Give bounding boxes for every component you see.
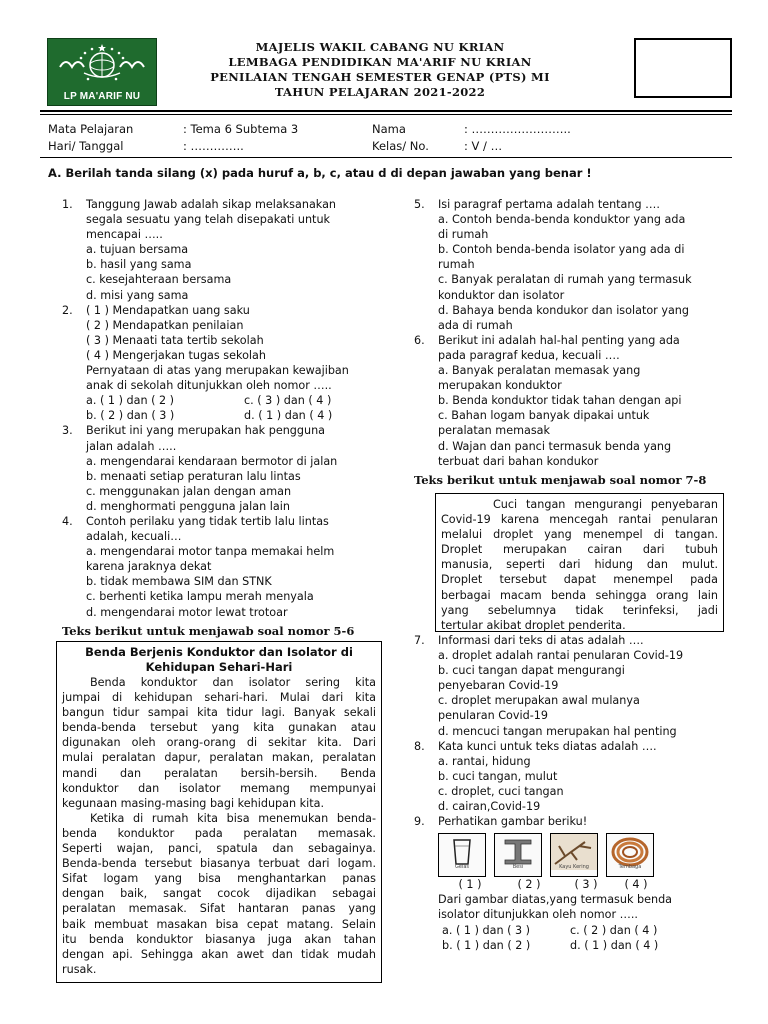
paragraph-line: berbagai macam benda sehingga orang lain <box>441 588 718 602</box>
question-text: adalah, kecuali… <box>86 530 182 544</box>
paragraph-line: bangun tidur sampai kita tidur lagi. Banyak sekali <box>62 706 376 720</box>
paragraph-line: Benda konduktor dan isolator sering kita <box>90 676 376 689</box>
option-b[interactable]: b. tidak membawa SIM dan STNK <box>86 575 272 589</box>
question-text: Informasi dari teks di atas adalah …. <box>438 634 644 647</box>
option-a[interactable]: a. Contoh benda-benda konduktor yang ada <box>438 213 686 227</box>
option-c[interactable]: c. droplet, cuci tangan <box>438 784 564 798</box>
text-heading-5-6: Teks berikut untuk menjawab soal nomor 5-6 <box>62 624 355 638</box>
right-column-lower <box>414 633 734 953</box>
question-text: Berikut ini yang merupakan hak pengguna <box>86 424 326 438</box>
picture-label: ( 1 ) <box>458 878 482 892</box>
picture-labels <box>414 877 734 892</box>
reading-box-covid <box>435 493 724 632</box>
question-number: 1. <box>62 198 73 211</box>
paragraph-line: benda konduktor pada peralatan memasak. <box>62 826 376 840</box>
option-c-cont: peralatan memasak <box>438 424 550 438</box>
header-divider <box>40 110 732 112</box>
option-c[interactable]: c. Bahan logam banyak dipakai untuk <box>438 409 650 423</box>
paragraph-line: Sifat logam yang bisa menghantarkan panas <box>62 872 376 886</box>
class-label: Kelas/ No. <box>372 139 429 153</box>
header-line-4: TAHUN PELAJARAN 2021-2022 <box>274 85 486 99</box>
option-d[interactable]: d. Wajan dan panci termasuk benda yang <box>438 439 672 453</box>
question-6 <box>414 333 734 469</box>
question-text: segala sesuatu yang telah disepakati untuk <box>86 213 331 227</box>
paragraph-line: Droplet tersebut dapat menempel pada <box>441 573 718 587</box>
question-number: 2. <box>62 303 73 317</box>
question-text: Isi paragraf pertama adalah tentang …. <box>438 198 660 211</box>
paragraph-line: melalui droplet yang menempel di tangan. <box>441 528 718 542</box>
question-5 <box>414 197 734 333</box>
picture-label: ( 4 ) <box>624 878 648 892</box>
logo-label: LP MA'ARIF NU <box>63 91 141 102</box>
paragraph-line: baik membuat masakan bisa cepat matang. Selain <box>62 917 376 931</box>
option-b[interactable]: b. Benda konduktor tidak tahan dengan api <box>438 394 682 408</box>
question-text: Contoh perilaku yang tidak tertib lalu lintas <box>86 514 329 528</box>
option-b[interactable]: b. hasil yang sama <box>86 258 192 272</box>
header-line-1: MAJELIS WAKIL CABANG NU KRIAN <box>255 40 505 54</box>
reading-box-konduktor <box>56 641 382 983</box>
question-9 <box>414 814 734 953</box>
option-c[interactable]: c. ( 2 ) dan ( 4 ) <box>570 923 658 937</box>
option-c[interactable]: c. Banyak peralatan di rumah yang termasuk <box>438 273 692 287</box>
option-a[interactable]: a. mengendarai kendaraan bermotor di jalan <box>86 454 338 468</box>
option-a[interactable]: a. rantai, hidung <box>438 754 531 768</box>
question-text: Perhatikan gambar beriku! <box>438 815 588 829</box>
paragraph-line: benda-benda tersebut yang kita gunakan atau <box>62 721 376 735</box>
option-d[interactable]: d. Bahaya benda kondukor dan isolator yang <box>438 303 690 317</box>
paragraph-line: digunakan oleh orang-orang di sekitar kita. Dari <box>62 736 376 750</box>
question-text: Tanggung Jawab adalah sikap melaksanakan <box>86 198 337 211</box>
text-heading-7-8: Teks berikut untuk menjawab soal nomor 7-8 <box>414 473 707 487</box>
option-a[interactable]: a. ( 1 ) dan ( 3 ) <box>442 923 531 937</box>
option-a[interactable]: a. tujuan bersama <box>86 243 189 257</box>
option-a[interactable]: a. ( 1 ) dan ( 2 ) <box>86 394 175 408</box>
subject-value: : Tema 6 Subtema 3 <box>183 122 299 136</box>
option-a-cont: karena jaraknya dekat <box>86 560 212 574</box>
option-d-cont: terbuat dari bahan kondukor <box>438 454 599 468</box>
question-text: mencapai ….. <box>86 228 163 242</box>
option-c[interactable]: c. berhenti ketika lampu merah menyala <box>86 590 314 604</box>
paragraph-line: Benda-benda tersebut biasanya terbuat dari logam. <box>62 857 376 871</box>
info-divider <box>40 157 732 158</box>
paragraph-line: jumpai di kehidupan sehari-hari. Mulai dari kita <box>62 691 376 705</box>
subject-label: Mata Pelajaran <box>48 122 134 136</box>
statement-1: ( 1 ) Mendapatkan uang saku <box>86 303 250 317</box>
option-b[interactable]: b. Contoh benda-benda isolator yang ada di <box>438 243 685 257</box>
class-value[interactable]: : V / … <box>464 139 503 153</box>
question-text: Dari gambar diatas,yang termasuk benda <box>438 893 673 907</box>
question-number: 6. <box>414 333 425 347</box>
question-number: 9. <box>414 815 425 829</box>
question-number: 4. <box>62 514 73 528</box>
option-c[interactable]: c. kesejahteraan bersama <box>86 273 232 287</box>
paragraph-line: tertular akibat droplet penderita. <box>441 618 626 632</box>
option-c-cont: penularan Covid-19 <box>438 709 548 723</box>
option-d-cont: ada di rumah <box>438 318 513 332</box>
option-b[interactable]: b. ( 1 ) dan ( 2 ) <box>442 938 531 952</box>
name-label: Nama <box>372 122 406 136</box>
paragraph-line: Covid-19 karena mencegah rantai penularan <box>441 513 718 527</box>
option-a[interactable]: a. droplet adalah rantai penularan Covid-19 <box>438 649 684 663</box>
reading-title-line-2: Kehidupan Sehari-Hari <box>145 660 293 674</box>
picture-label: ( 2 ) <box>517 878 541 892</box>
option-b[interactable]: b. ( 2 ) dan ( 3 ) <box>86 409 175 423</box>
question-text: Kata kunci untuk teks diatas adalah …. <box>438 739 657 753</box>
option-a-cont: merupakan konduktor <box>438 379 562 393</box>
picture-label: ( 3 ) <box>574 878 598 892</box>
question-8 <box>414 739 734 814</box>
paragraph-line: rusak. <box>62 962 97 976</box>
question-3 <box>62 423 382 514</box>
paragraph-line: Droplet merupakan cairan dari tubuh <box>441 543 718 557</box>
lp-maarif-nu-logo <box>47 38 157 106</box>
header-line-2: LEMBAGA PENDIDIKAN MA'ARIF NU KRIAN <box>228 55 532 69</box>
option-b-cont: rumah <box>438 258 475 272</box>
header-line-3: PENILAIAN TENGAH SEMESTER GENAP (PTS) MI <box>210 70 550 84</box>
day-label: Hari/ Tanggal <box>48 139 124 153</box>
question-number: 5. <box>414 198 425 211</box>
glass-picture <box>438 833 486 877</box>
paragraph-line: peralatan memasak. Sifat hantaran panas yang <box>62 902 376 916</box>
dry-wood-picture <box>550 833 598 877</box>
picture-caption: Gelas <box>454 864 469 871</box>
paragraph-line: manusia, seperti dari hidung dan mulut. <box>441 558 718 572</box>
question-text: jalan adalah ….. <box>86 439 177 453</box>
picture-caption: Besi <box>512 864 524 871</box>
iron-picture <box>494 833 542 877</box>
paragraph-line: kegunaan masing-masing bagi kehidupan kita. <box>62 796 325 810</box>
paragraph-line: Seperti wajan, panci, spatula dan sebagainya. <box>62 842 376 856</box>
statement-3: ( 3 ) Menaati tata tertib sekolah <box>86 333 264 347</box>
material-pictures <box>414 833 734 877</box>
paragraph-line: dengan api. Sehingga akan awet dan tidak mudah <box>62 947 376 961</box>
question-number: 8. <box>414 739 425 753</box>
option-b[interactable]: b. menaati setiap peraturan lalu lintas <box>86 469 301 483</box>
right-column <box>414 197 734 469</box>
paragraph-line: konduktor dan isolator memang mempunyai <box>62 781 376 795</box>
statement-2: ( 2 ) Mendapatkan penilaian <box>86 318 244 332</box>
option-c[interactable]: c. ( 3 ) dan ( 4 ) <box>244 394 332 408</box>
option-a[interactable]: a. mengendarai motor tanpa memakai helm <box>86 545 335 559</box>
paragraph-line: mulai peralatan dapur, peralatan makan, peralatan <box>62 751 376 765</box>
copper-picture <box>606 833 654 877</box>
option-d[interactable]: d. cairan,Covid-19 <box>438 800 541 814</box>
question-text: Berikut ini adalah hal-hal penting yang ada <box>438 333 680 347</box>
picture-caption: Tembaga <box>618 864 642 871</box>
name-value[interactable]: : …………………….. <box>464 122 571 136</box>
question-text: isolator ditunjukkan oleh nomor ….. <box>438 908 638 922</box>
option-a[interactable]: a. Banyak peralatan memasak yang <box>438 364 641 378</box>
question-7 <box>414 633 734 739</box>
option-d[interactable]: d. misi yang sama <box>86 288 189 302</box>
option-b[interactable]: b. cuci tangan, mulut <box>438 769 558 783</box>
option-c-cont: konduktor dan isolator <box>438 288 565 302</box>
statement-4: ( 4 ) Mengerjakan tugas sekolah <box>86 348 266 362</box>
left-column <box>62 197 382 620</box>
question-text: Pernyataan di atas yang merupakan kewajiban <box>86 364 349 378</box>
option-b-cont: penyebaran Covid-19 <box>438 679 559 693</box>
option-d[interactable]: d. menghormati pengguna jalan lain <box>86 499 290 513</box>
paragraph-line: yang sebelumnya tidak terinfeksi, jadi <box>441 603 718 617</box>
paragraph-line: dengan baik, sangat cocok dijadikan sebagai <box>62 887 376 901</box>
score-box <box>634 38 732 98</box>
paragraph-line: mandi dan peralatan bersih-bersih. Benda <box>62 766 376 780</box>
paragraph-line: itu benda konduktor biasanya juga akan tahan <box>62 932 376 946</box>
option-d[interactable]: d. ( 1 ) dan ( 4 ) <box>244 409 333 423</box>
section-a-instruction: A. Berilah tanda silang (x) pada huruf a, b, c, atau d di depan jawaban yang benar ! <box>48 166 592 180</box>
option-d[interactable]: d. mengendarai motor lewat trotoar <box>86 605 288 619</box>
question-number: 7. <box>414 634 425 647</box>
question-2 <box>62 303 382 424</box>
picture-caption: Kayu Kering <box>559 864 589 871</box>
option-c[interactable]: c. droplet merupakan awal mulanya <box>438 694 640 708</box>
paragraph-line: Ketika di rumah kita bisa menemukan benda- <box>90 811 376 825</box>
question-text: anak di sekolah ditunjukkan oleh nomor ….. <box>86 379 332 393</box>
option-d[interactable]: d. ( 1 ) dan ( 4 ) <box>570 938 659 952</box>
header-divider-thin <box>40 114 732 115</box>
question-4 <box>62 514 382 620</box>
nu-emblem-icon <box>54 43 150 85</box>
option-c[interactable]: c. menggunakan jalan dengan aman <box>86 484 292 498</box>
option-a-cont: di rumah <box>438 228 489 242</box>
option-d[interactable]: d. mencuci tangan merupakan hal penting <box>438 724 677 738</box>
reading-title-line-1: Benda Berjenis Konduktor dan Isolator di <box>85 645 353 659</box>
paragraph-line: Cuci tangan mengurangi penyebaran <box>493 498 718 511</box>
option-b[interactable]: b. cuci tangan dapat mengurangi <box>438 664 625 678</box>
question-1 <box>62 197 382 303</box>
day-value[interactable]: : ………….. <box>183 139 244 153</box>
question-number: 3. <box>62 424 73 438</box>
question-text: pada paragraf kedua, kecuali …. <box>438 348 620 362</box>
